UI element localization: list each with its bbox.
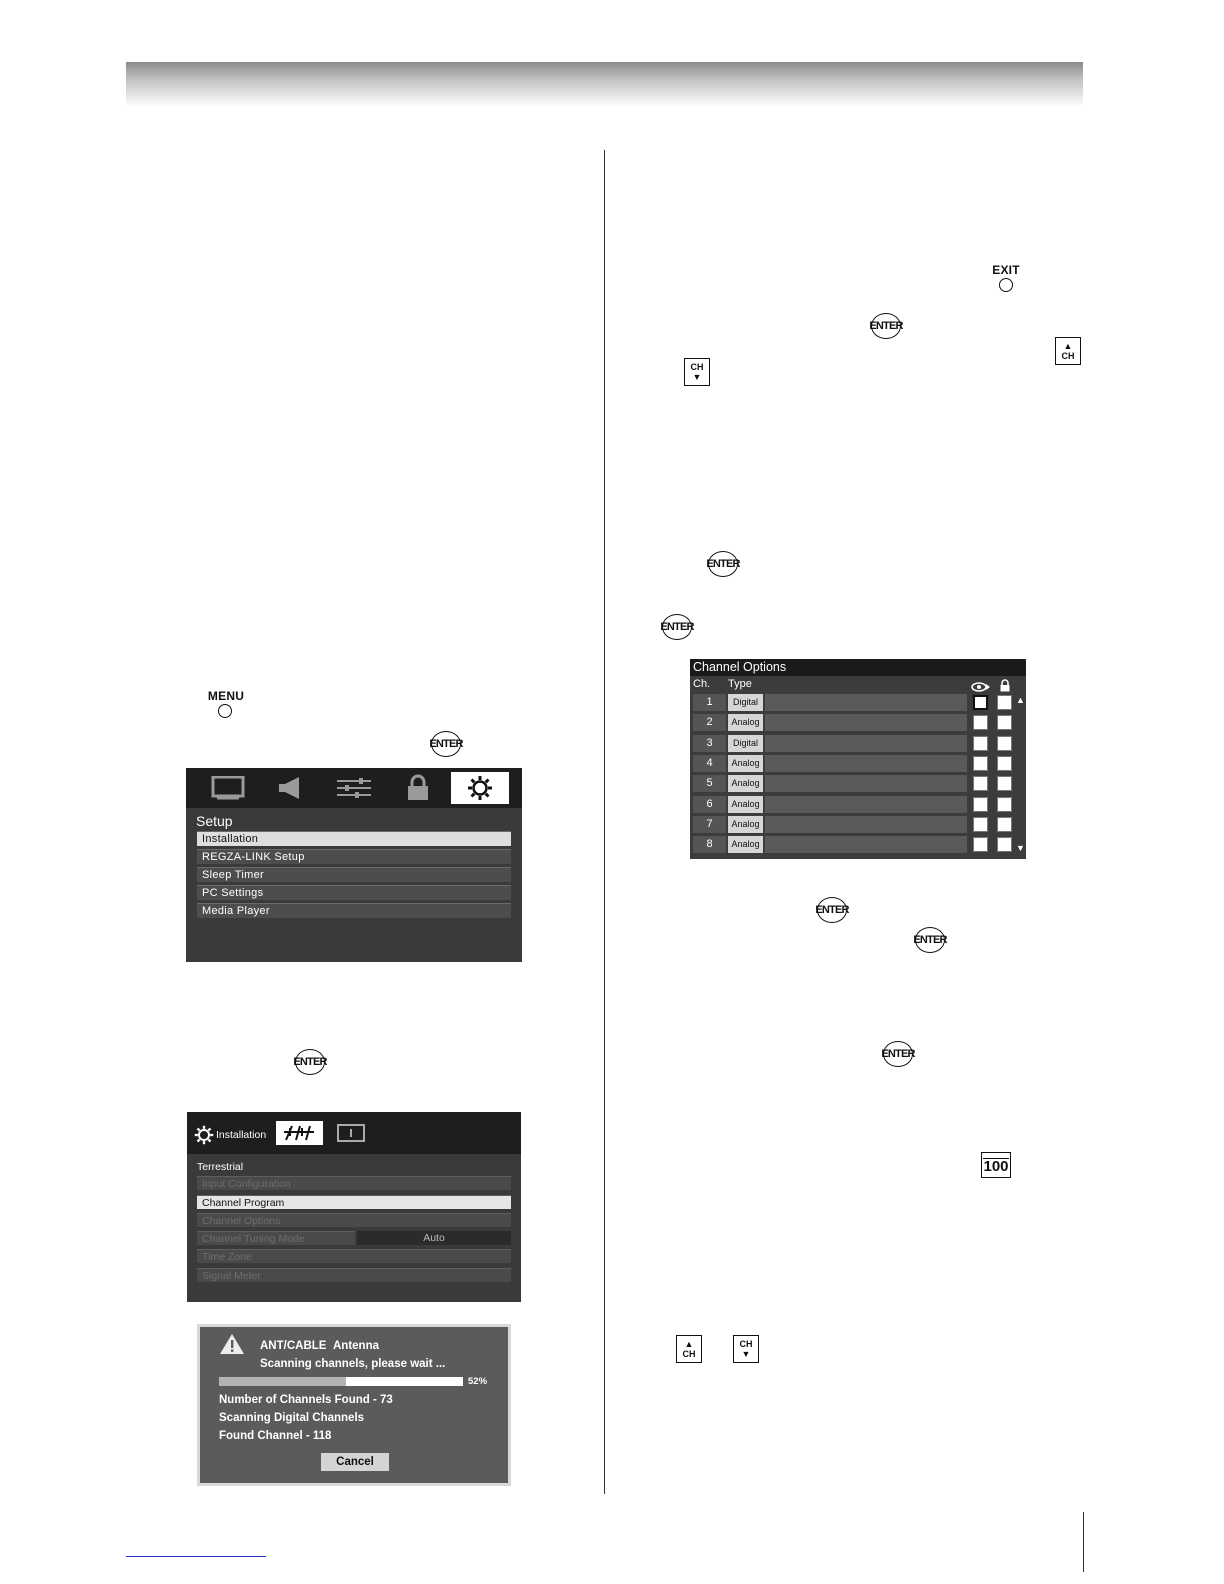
scanning-status-text: Scanning Digital Channels xyxy=(219,1412,365,1424)
scroll-up-icon[interactable]: ▲ xyxy=(1016,695,1025,705)
menu-item-media-player[interactable]: Media Player xyxy=(197,903,511,918)
channels-found-text: Number of Channels Found - 73 xyxy=(219,1394,393,1406)
cancel-button[interactable]: Cancel xyxy=(321,1453,389,1471)
channel-name-bar xyxy=(765,735,967,752)
section-label-terrestrial: Terrestrial xyxy=(197,1161,244,1173)
favorite-checkbox[interactable] xyxy=(973,817,988,832)
enter-button-icon: ENTER xyxy=(883,1041,913,1067)
enter-button-icon: ENTER xyxy=(915,927,945,953)
menu-item-channel-tuning-mode[interactable]: Channel Tuning Mode xyxy=(197,1231,355,1245)
channel-number: 7 xyxy=(693,816,726,833)
scan-progress-fill xyxy=(219,1377,346,1386)
channel-type: Digital xyxy=(728,735,763,752)
menu-icon-bar xyxy=(186,768,522,808)
warning-icon xyxy=(219,1333,245,1360)
setup-menu-screen xyxy=(186,768,522,962)
favorite-checkbox[interactable] xyxy=(973,715,988,730)
lock-checkbox[interactable] xyxy=(997,756,1012,771)
lock-checkbox[interactable] xyxy=(997,817,1012,832)
antenna-icon[interactable] xyxy=(276,1121,323,1145)
channel-name-bar xyxy=(765,714,967,731)
gear-icon xyxy=(194,1125,214,1150)
channel-type: Analog xyxy=(728,714,763,731)
menu-key xyxy=(203,689,249,718)
hundred-key-label: 100 xyxy=(983,1157,1009,1175)
menu-item-channel-options[interactable]: Channel Options xyxy=(197,1213,511,1227)
channel-name-bar xyxy=(765,836,967,853)
channel-options-screen xyxy=(690,659,1026,859)
down-arrow-icon: ▼ xyxy=(741,1349,751,1359)
menu-item-channel-program[interactable]: Channel Program xyxy=(197,1195,511,1209)
channel-options-title: Channel Options xyxy=(690,659,1026,676)
channel-type: Analog xyxy=(728,775,763,792)
channel-type: Analog xyxy=(728,796,763,813)
scan-progress-track xyxy=(219,1377,463,1386)
menu-button-icon xyxy=(218,704,232,718)
menu-item-pc-settings[interactable]: PC Settings xyxy=(197,885,511,900)
menu-item-signal-meter[interactable]: Signal Meter xyxy=(197,1268,511,1282)
installation-menu-screen xyxy=(187,1112,521,1302)
installation-tab-label[interactable]: Installation xyxy=(216,1129,267,1141)
installation-tab-bar xyxy=(187,1112,521,1154)
channel-down-key-icon xyxy=(684,358,710,386)
ch-up-label: CH xyxy=(682,1349,696,1359)
ch-down-label: CH xyxy=(690,362,704,372)
channel-name-bar xyxy=(765,775,967,792)
up-arrow-icon: ▲ xyxy=(684,1339,694,1349)
picture-icon[interactable] xyxy=(200,772,256,804)
sound-icon[interactable] xyxy=(262,772,318,804)
channel-number: 2 xyxy=(693,714,726,731)
page-header-bar xyxy=(126,62,1083,107)
channel-number: 8 xyxy=(693,836,726,853)
channel-scan-dialog xyxy=(197,1324,511,1486)
enter-button-icon: ENTER xyxy=(817,897,847,923)
enter-button-icon: ENTER xyxy=(871,313,901,339)
menu-item-installation[interactable]: Installation xyxy=(197,831,511,846)
menu-item-time-zone[interactable]: Time Zone xyxy=(197,1249,511,1263)
channel-number: 6 xyxy=(693,796,726,813)
lock-checkbox[interactable] xyxy=(997,776,1012,791)
scan-progress-label: 52% xyxy=(468,1376,488,1387)
exit-button-icon xyxy=(999,278,1013,292)
lock-checkbox[interactable] xyxy=(997,837,1012,852)
menu-item-regza-link-setup[interactable]: REGZA-LINK Setup xyxy=(197,849,511,864)
column-divider xyxy=(604,150,605,1494)
favorite-checkbox[interactable] xyxy=(973,776,988,791)
channel-name-bar xyxy=(765,755,967,772)
scroll-down-icon[interactable]: ▼ xyxy=(1016,843,1025,853)
preferences-icon[interactable] xyxy=(326,772,382,804)
channel-up-key-icon xyxy=(676,1335,702,1363)
channel-name-bar xyxy=(765,694,967,711)
channel-number: 1 xyxy=(693,694,726,711)
channel-down-key-icon xyxy=(733,1335,759,1363)
scan-source-value: Antenna xyxy=(333,1340,379,1352)
lock-checkbox[interactable] xyxy=(997,736,1012,751)
menu-item-input-configuration[interactable]: Input Configuration xyxy=(197,1176,511,1190)
setup-gear-icon[interactable] xyxy=(451,772,509,804)
channel-type: Analog xyxy=(728,755,763,772)
channel-up-key-icon xyxy=(1055,337,1081,365)
channel-type: Analog xyxy=(728,836,763,853)
favorite-checkbox[interactable] xyxy=(973,736,988,751)
favorite-checkbox[interactable] xyxy=(973,695,988,710)
channel-number: 3 xyxy=(693,735,726,752)
hundred-key-icon xyxy=(981,1152,1011,1178)
menu-key-label: MENU xyxy=(207,689,245,703)
enter-button-icon: ENTER xyxy=(708,551,738,577)
down-arrow-icon: ▼ xyxy=(692,372,702,382)
enter-button-icon: ENTER xyxy=(431,731,461,757)
lock-checkbox[interactable] xyxy=(997,695,1012,710)
setup-menu-title: Setup xyxy=(196,813,233,829)
ch-down-label: CH xyxy=(739,1339,753,1349)
footer-link-line xyxy=(126,1556,266,1557)
enter-button-icon: ENTER xyxy=(662,614,692,640)
favorite-checkbox[interactable] xyxy=(973,756,988,771)
scan-message: Scanning channels, please wait ... xyxy=(260,1358,446,1370)
favorite-checkbox[interactable] xyxy=(973,797,988,812)
ch-up-label: CH xyxy=(1061,351,1075,361)
channel-type: Analog xyxy=(728,816,763,833)
up-arrow-icon: ▲ xyxy=(1063,341,1073,351)
channel-number: 4 xyxy=(693,755,726,772)
exit-key xyxy=(989,263,1023,292)
lock-icon[interactable] xyxy=(390,772,446,804)
channel-name-bar xyxy=(765,816,967,833)
lock-checkbox[interactable] xyxy=(997,715,1012,730)
channel-number: 5 xyxy=(693,775,726,792)
enter-button-icon: ENTER xyxy=(295,1049,325,1075)
info-icon[interactable] xyxy=(337,1124,365,1147)
scan-source-label: ANT/CABLE xyxy=(260,1340,327,1352)
favorite-checkbox[interactable] xyxy=(973,837,988,852)
page-edge-line xyxy=(1083,1512,1084,1572)
tuning-mode-value[interactable]: Auto xyxy=(357,1231,511,1245)
found-channel-text: Found Channel - 118 xyxy=(219,1430,332,1442)
channel-name-bar xyxy=(765,796,967,813)
lock-checkbox[interactable] xyxy=(997,797,1012,812)
menu-item-sleep-timer[interactable]: Sleep Timer xyxy=(197,867,511,882)
exit-key-label: EXIT xyxy=(992,263,1020,277)
column-header-type: Type xyxy=(728,678,752,690)
column-header-ch: Ch. xyxy=(693,678,711,690)
channel-type: Digital xyxy=(728,694,763,711)
